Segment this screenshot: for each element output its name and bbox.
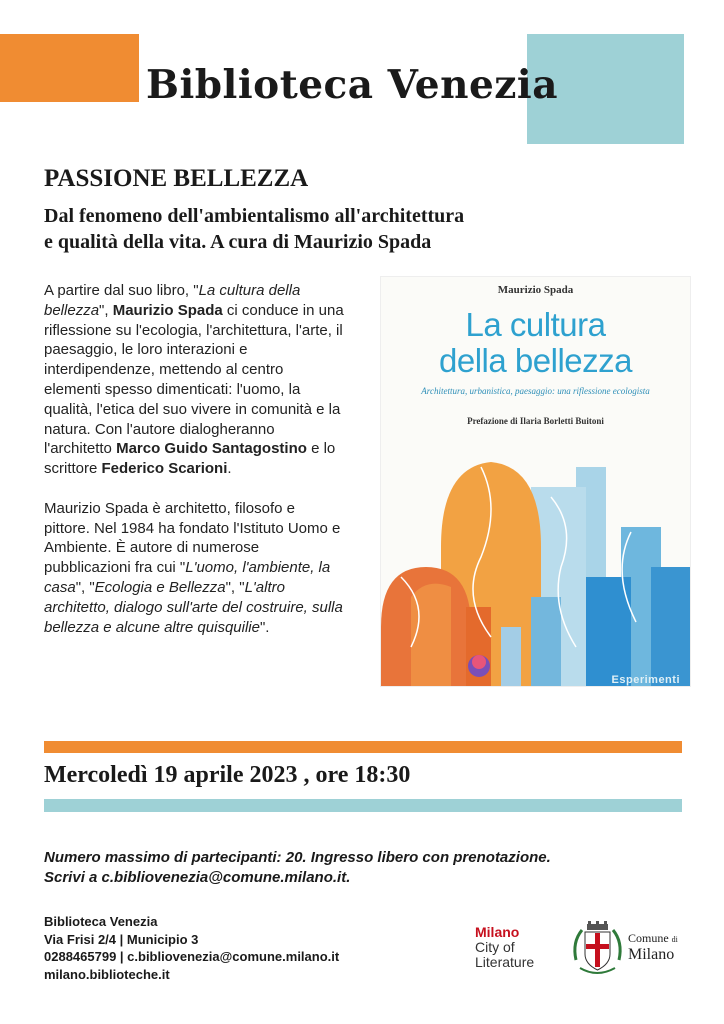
guest-name-1: Marco Guido Santagostino xyxy=(116,440,307,458)
library-address: Via Frisi 2/4 | Municipio 3 xyxy=(44,931,199,947)
divider-teal xyxy=(44,799,682,812)
event-subtitle xyxy=(44,203,604,255)
description-paragraph-2: Maurizio Spada è architetto, filosofo e pittore. Nel 1984 ha fondato l'Istituto Uomo e Ambiente. È autore di numerose pubblicazioni fra cui "L'uomo, l'ambiente, la casa", "Ecologia e Bellezza", "L'altro architetto, dialogo sull'arte del costruire, sulla bellezza e alcune altre quisquilie". xyxy=(44,499,343,636)
book-cover xyxy=(380,276,691,687)
event-subtitle-line1: Dal fenomeno dell'ambientalismo all'architettura xyxy=(44,205,465,227)
divider-orange xyxy=(44,741,682,753)
comune-di-milano-logo: Comune di Milano xyxy=(570,920,690,980)
library-website: milano.biblioteche.it xyxy=(44,966,170,982)
cover-title: La cultura della bellezza xyxy=(439,306,632,379)
note-line1: Numero massimo di partecipanti: 20. Ingresso libero con prenotazione. xyxy=(44,849,551,866)
registration-note xyxy=(44,848,551,888)
event-subtitle-line2: e qualità della vita. A cura di Maurizio Spada xyxy=(44,231,432,253)
guest-name-2: Federico Scarioni xyxy=(101,460,228,478)
library-name: Biblioteca Venezia xyxy=(44,914,158,929)
milano-coat-of-arms-icon xyxy=(570,920,625,980)
cover-series: Esperimenti xyxy=(611,674,680,686)
event-description xyxy=(44,281,344,657)
milano-city-of-literature-logo: Milano City of Literature xyxy=(475,924,535,970)
event-title: PASSIONE BELLEZZA xyxy=(44,165,309,192)
cover-preface: Prefazione di Ilaria Borletti Buitoni xyxy=(467,416,604,426)
cover-author: Maurizio Spada xyxy=(497,284,574,296)
author-name: Maurizio Spada xyxy=(112,301,223,319)
description-paragraph-1: A partire dal suo libro, "La cultura della bellezza", Maurizio Spada ci conduce in una riflessione su l'ecologia, l'architettura, l'arte, il paesaggio, le loro interazioni e interdipendenze, mettendo al centro elementi spesso dimenticati: l'uomo, la qualità, l'etica del suo vivere in comunità e la natura. Con l'autore dialogheranno l'architetto Marco Guido Santagostino e lo scrittore Federico Scarioni. xyxy=(44,282,344,478)
cover-illustration xyxy=(381,427,691,687)
cover-subtitle: Architettura, urbanistica, paesaggio: una riflessione ecologista xyxy=(421,386,650,396)
event-date: Mercoledì 19 aprile 2023 , ore 18:30 xyxy=(44,762,411,788)
page-title: Biblioteca Venezia xyxy=(146,62,559,108)
publication-3: L'altro architetto, dialogo sull'arte del costruire, sulla bellezza e alcune altre quisquilie xyxy=(44,578,343,636)
publication-1: L'uomo, l'ambiente, la casa xyxy=(44,559,331,596)
note-line2: Scrivi a c.bibliovenezia@comune.milano.it. xyxy=(44,869,351,886)
library-contacts xyxy=(44,913,339,983)
library-phone-email: 0288465799 | c.bibliovenezia@comune.milano.it xyxy=(44,949,340,964)
publication-2: Ecologia e Bellezza xyxy=(94,578,226,596)
header-orange-block xyxy=(0,34,139,102)
book-title-ref: La cultura della bellezza xyxy=(44,282,301,319)
